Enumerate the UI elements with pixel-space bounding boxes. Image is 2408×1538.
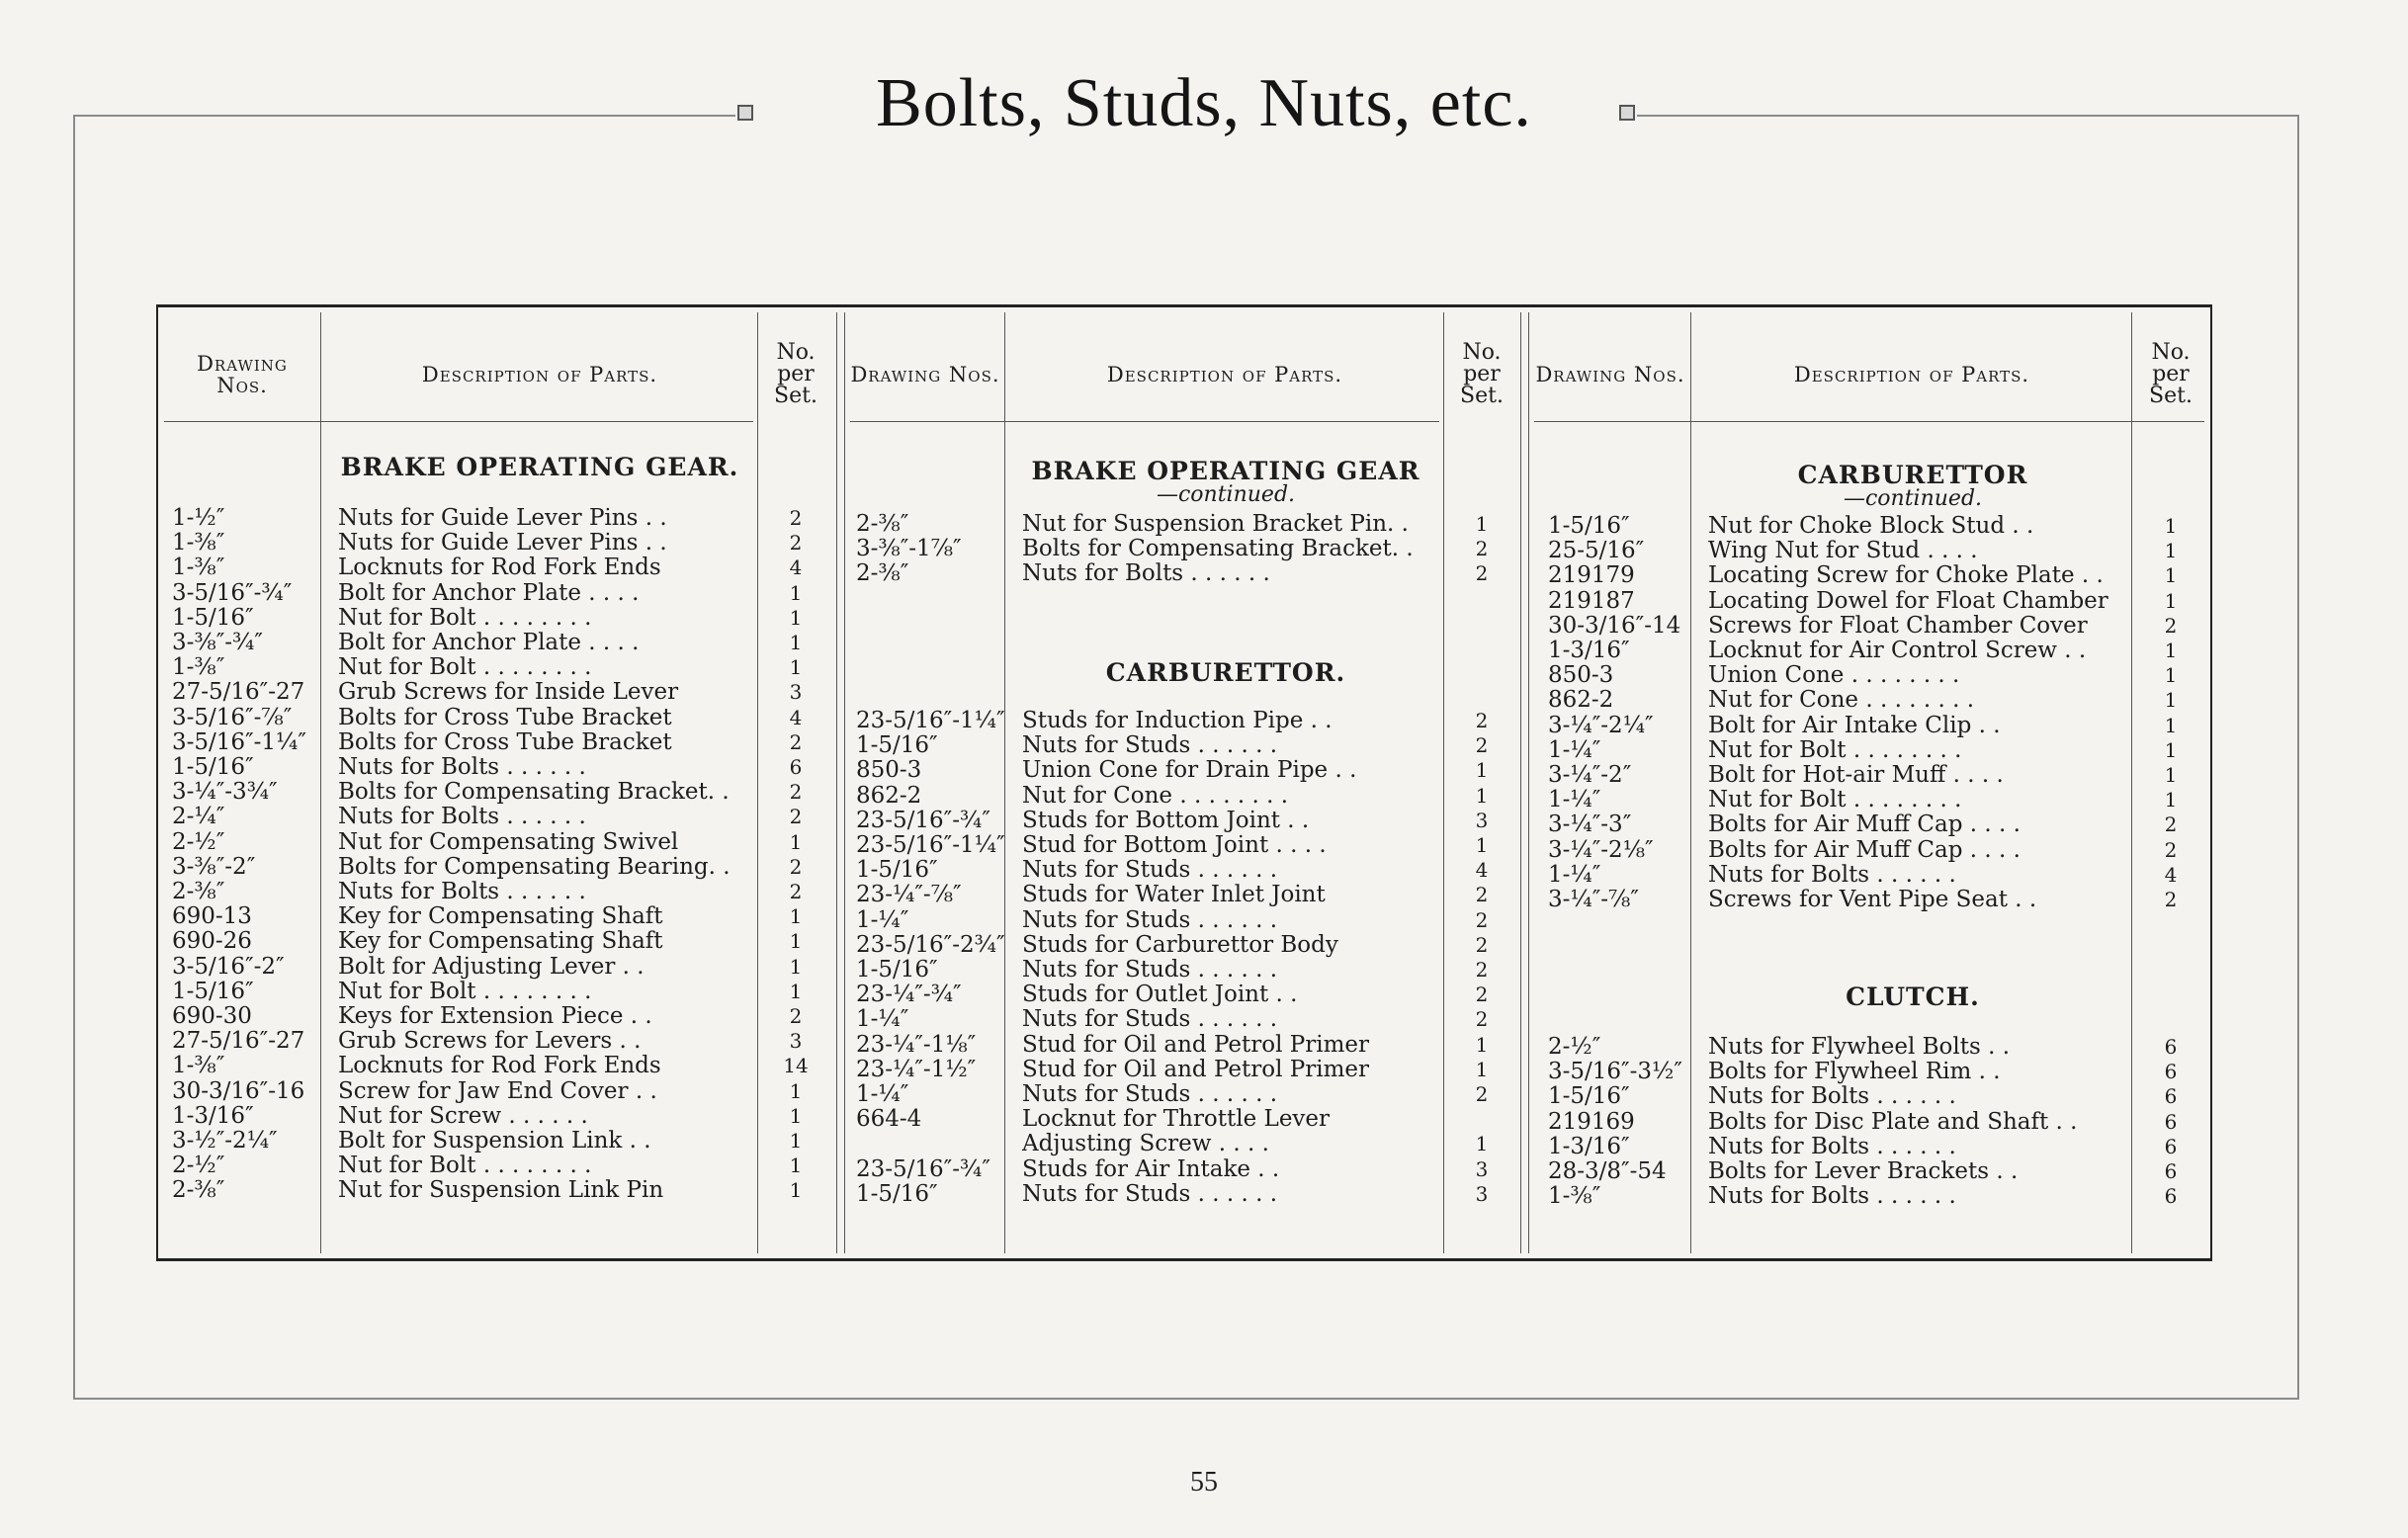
drawing-number: 850-3 — [856, 758, 922, 784]
drawing-number: 3-¼″-3¾″ — [172, 780, 278, 806]
drawing-number: 219179 — [1548, 563, 1635, 589]
part-description: Bolts for Cross Tube Bracket — [338, 705, 672, 730]
drawing-number: 1-5/16″ — [172, 755, 254, 780]
drawing-number: 2-⅜″ — [172, 880, 225, 904]
column-rule — [1528, 312, 1529, 1253]
drawing-number: 2-⅜″ — [172, 1178, 225, 1204]
header-description: Description of Parts. — [1793, 363, 2030, 386]
quantity-per-set: 3 — [1475, 1181, 1489, 1206]
drawing-number: 23-¼″-¾″ — [856, 983, 962, 1008]
drawing-number: 690-30 — [172, 1004, 252, 1029]
quantity-per-set: 2 — [1475, 907, 1489, 932]
quantity-per-set: 1 — [789, 580, 803, 605]
drawing-number: 850-3 — [1548, 663, 1614, 689]
part-description: Bolt for Hot-air Muff . . . . — [1708, 763, 2004, 788]
quantity-per-set: 1 — [1475, 783, 1489, 808]
drawing-number: 862-2 — [1548, 688, 1614, 714]
drawing-number: 1-⅜″ — [172, 555, 225, 581]
quantity-per-set: 1 — [789, 979, 803, 1003]
part-description: Nuts for Studs . . . . . . — [1022, 958, 1278, 983]
drawing-number: 1-5/16″ — [172, 979, 254, 1004]
drawing-number: 219187 — [1548, 588, 1635, 614]
part-description: Nuts for Bolts . . . . . . — [1708, 1184, 1956, 1210]
quantity-per-set: 1 — [2164, 639, 2178, 662]
part-description: Nut for Cone . . . . . . . . — [1708, 688, 1975, 714]
header-description: Description of Parts. — [1106, 363, 1343, 386]
quantity-per-set: 2 — [1475, 561, 1489, 586]
drawing-number: 23-5/16″-1¼″ — [856, 833, 1005, 858]
drawing-number: 1-5/16″ — [856, 1181, 938, 1207]
drawing-number: 3-5/16″-3½″ — [1548, 1060, 1682, 1085]
part-description: Nut for Cone . . . . . . . . — [1022, 783, 1289, 809]
part-description: Bolts for Compensating Bracket. . — [1022, 537, 1414, 562]
drawing-number: 23-5/16″-2¾″ — [856, 932, 1005, 958]
drawing-number: 27-5/16″-27 — [172, 680, 305, 706]
column-rule — [2131, 312, 2132, 1253]
part-description: Locknuts for Rod Fork Ends — [338, 1054, 661, 1079]
quantity-per-set: 1 — [2164, 688, 2178, 713]
quantity-per-set: 1 — [1475, 1032, 1489, 1057]
part-description: Wing Nut for Stud . . . . — [1708, 539, 1978, 564]
drawing-number: 23-5/16″-¾″ — [856, 1156, 990, 1182]
quantity-per-set: 1 — [789, 631, 803, 654]
part-description: Bolts for Cross Tube Bracket — [338, 729, 672, 755]
part-description: Stud for Oil and Petrol Primer — [1022, 1032, 1369, 1058]
drawing-number: 25-5/16″ — [1548, 539, 1645, 564]
quantity-per-set: 6 — [2164, 1109, 2178, 1134]
part-description: Bolts for Compensating Bearing. . — [338, 854, 731, 880]
part-description: Key for Compensating Shaft — [338, 904, 663, 930]
quantity-per-set: 1 — [2164, 514, 2178, 538]
quantity-per-set: 6 — [2164, 1035, 2178, 1059]
section-title: CARBURETTOR — [1797, 461, 2028, 489]
quantity-per-set: 1 — [2164, 737, 2178, 762]
part-description: Bolts for Air Muff Cap . . . . — [1708, 812, 2021, 838]
part-description: Bolts for Compensating Bracket. . — [338, 780, 730, 806]
part-description: Nuts for Studs . . . . . . — [1022, 733, 1278, 759]
part-description: Locknuts for Rod Fork Ends — [338, 555, 661, 581]
drawing-number: 1-⅜″ — [1548, 1184, 1601, 1210]
part-description: Nuts for Bolts . . . . . . — [1708, 862, 1956, 888]
header-no-per-set: No. per Set. — [774, 340, 817, 408]
part-description: Bolts for Lever Brackets . . — [1708, 1159, 2019, 1184]
part-description: Nut for Bolt . . . . . . . . — [1708, 788, 1962, 813]
quantity-per-set: 2 — [1475, 1082, 1489, 1106]
quantity-per-set: 2 — [789, 805, 803, 829]
drawing-number: 2-⅜″ — [856, 512, 909, 537]
drawing-number: 1-3/16″ — [172, 1103, 254, 1129]
part-description: Locating Dowel for Float Chamber — [1708, 588, 2108, 614]
part-description: Studs for Water Inlet Joint — [1022, 883, 1326, 908]
column-rule — [836, 312, 837, 1253]
drawing-number: 3-¼″-3″ — [1548, 812, 1632, 838]
quantity-per-set: 2 — [1475, 983, 1489, 1007]
quantity-per-set: 1 — [2164, 588, 2178, 613]
drawing-number: 23-¼″-1½″ — [856, 1057, 977, 1082]
part-description: Nuts for Bolts . . . . . . — [338, 805, 586, 830]
drawing-number: 690-13 — [172, 904, 252, 930]
part-description: Nuts for Studs . . . . . . — [1022, 1082, 1278, 1107]
drawing-number: 1-⅜″ — [172, 1054, 225, 1079]
part-description: Nuts for Studs . . . . . . — [1022, 858, 1278, 884]
drawing-number: 664-4 — [856, 1107, 922, 1133]
header-drawing-nos: Drawing Nos. — [197, 352, 288, 397]
column-rule — [844, 312, 845, 1253]
drawing-number: 1-3/16″ — [1548, 639, 1630, 663]
quantity-per-set: 2 — [1475, 733, 1489, 758]
drawing-number: 1-5/16″ — [1548, 1084, 1630, 1110]
quantity-per-set: 1 — [2164, 713, 2178, 737]
drawing-number: 3-5/16″-1¼″ — [172, 729, 306, 755]
quantity-per-set: 1 — [789, 605, 803, 630]
quantity-per-set: 1 — [789, 1178, 803, 1203]
part-description: Nut for Bolt . . . . . . . . — [338, 979, 592, 1004]
part-description: Stud for Bottom Joint . . . . — [1022, 833, 1327, 858]
part-description: Screw for Jaw End Cover . . — [338, 1078, 657, 1104]
quantity-per-set: 1 — [1475, 1132, 1489, 1156]
drawing-number: 1-5/16″ — [856, 958, 938, 983]
quantity-per-set: 4 — [1475, 858, 1489, 883]
page-number: 55 — [1190, 1467, 1218, 1497]
quantity-per-set: 4 — [789, 705, 803, 729]
quantity-per-set: 2 — [1475, 932, 1489, 957]
part-description: Studs for Carburettor Body — [1022, 932, 1338, 958]
drawing-number: 3-¼″-2″ — [1548, 763, 1632, 788]
quantity-per-set: 1 — [789, 954, 803, 979]
drawing-number: 3-¼″-⅞″ — [1548, 888, 1639, 912]
drawing-number: 3-5/16″-2″ — [172, 954, 285, 980]
part-description: Nut for Suspension Bracket Pin. . — [1022, 512, 1409, 537]
part-description: Grub Screws for Inside Lever — [338, 680, 679, 706]
drawing-number: 690-26 — [172, 929, 252, 955]
drawing-number: 23-5/16″-¾″ — [856, 808, 990, 833]
drawing-number: 1-⅜″ — [172, 655, 225, 681]
quantity-per-set: 2 — [2164, 837, 2178, 862]
quantity-per-set: 6 — [2164, 1060, 2178, 1084]
drawing-number: 1-¼″ — [1548, 788, 1601, 813]
drawing-number: 3-⅜″-2″ — [172, 854, 256, 880]
drawing-number: 1-5/16″ — [1548, 514, 1630, 539]
drawing-number: 30-3/16″-16 — [172, 1078, 305, 1104]
quantity-per-set: 1 — [2164, 788, 2178, 812]
quantity-per-set: 1 — [789, 1154, 803, 1178]
quantity-per-set: 2 — [1475, 883, 1489, 907]
quantity-per-set: 1 — [1475, 833, 1489, 857]
quantity-per-set: 1 — [1475, 758, 1489, 783]
section-title: BRAKE OPERATING GEAR — [1031, 457, 1420, 485]
quantity-per-set: 1 — [789, 829, 803, 854]
part-description: Nuts for Bolts . . . . . . — [1022, 561, 1270, 587]
part-description: Locknut for Air Control Screw . . — [1708, 639, 2087, 663]
part-description: Bolt for Anchor Plate . . . . — [338, 580, 640, 606]
drawing-number: 23-¼″-1⅛″ — [856, 1032, 977, 1058]
part-description: Nuts for Bolts . . . . . . — [1708, 1134, 1956, 1159]
drawing-number: 2-½″ — [1548, 1035, 1601, 1060]
part-description: Studs for Outlet Joint . . — [1022, 983, 1298, 1008]
quantity-per-set: 2 — [1475, 537, 1489, 561]
quantity-per-set: 2 — [789, 854, 803, 879]
part-description: Nut for Bolt . . . . . . . . — [338, 605, 592, 631]
part-description: Bolt for Suspension Link . . — [338, 1129, 651, 1154]
quantity-per-set: 14 — [783, 1054, 809, 1078]
part-description: Locating Screw for Choke Plate . . — [1708, 563, 2104, 589]
quantity-per-set: 1 — [789, 1129, 803, 1153]
quantity-per-set: 1 — [789, 929, 803, 954]
quantity-per-set: 1 — [1475, 512, 1489, 536]
quantity-per-set: 1 — [789, 655, 803, 680]
part-description: Nuts for Studs . . . . . . — [1022, 1007, 1278, 1033]
part-description: Nuts for Studs . . . . . . — [1022, 907, 1278, 933]
header-rule — [164, 421, 753, 422]
drawing-number: 2-⅜″ — [856, 561, 909, 587]
quantity-per-set: 6 — [2164, 1134, 2178, 1158]
part-description: Bolt for Adjusting Lever . . — [338, 954, 645, 980]
quantity-per-set: 3 — [1475, 1156, 1489, 1181]
drawing-number: 3-¼″-2⅛″ — [1548, 837, 1654, 863]
part-description: Nut for Screw . . . . . . — [338, 1103, 588, 1129]
part-description: Grub Screws for Levers . . — [338, 1029, 642, 1055]
part-description: Nut for Bolt . . . . . . . . — [338, 655, 592, 681]
quantity-per-set: 2 — [2164, 613, 2178, 638]
part-description: Nuts for Bolts . . . . . . — [338, 755, 586, 780]
quantity-per-set: 3 — [789, 1029, 803, 1054]
part-description: Keys for Extension Piece . . — [338, 1004, 652, 1029]
part-description: Nuts for Studs . . . . . . — [1022, 1181, 1278, 1207]
part-description: Bolt for Anchor Plate . . . . — [338, 631, 640, 655]
quantity-per-set: 4 — [2164, 862, 2178, 887]
section-subtitle: —continued. — [1156, 482, 1296, 507]
drawing-number: 1-½″ — [172, 506, 225, 531]
quantity-per-set: 3 — [789, 680, 803, 705]
page-title: Bolts, Studs, Nuts, etc. — [876, 65, 1532, 141]
drawing-number: 3-5/16″-⅞″ — [172, 705, 293, 730]
quantity-per-set: 1 — [2164, 663, 2178, 688]
header-rule — [850, 421, 1439, 422]
quantity-per-set: 2 — [789, 1004, 803, 1028]
drawing-number: 2-½″ — [172, 1154, 225, 1179]
part-description: Bolts for Disc Plate and Shaft . . — [1708, 1109, 2078, 1135]
quantity-per-set: 2 — [1475, 709, 1489, 732]
drawing-number: 3-5/16″-¾″ — [172, 580, 293, 606]
drawing-number: 30-3/16″-14 — [1548, 613, 1681, 639]
drawing-number: 23-5/16″-1¼″ — [856, 709, 1005, 733]
part-description: Adjusting Screw . . . . — [1022, 1132, 1269, 1157]
part-description: Stud for Oil and Petrol Primer — [1022, 1057, 1369, 1082]
quantity-per-set: 1 — [2164, 563, 2178, 588]
part-description: Union Cone . . . . . . . . — [1708, 663, 1960, 689]
quantity-per-set: 1 — [1475, 1057, 1489, 1081]
drawing-number: 3-¼″-2¼″ — [1548, 713, 1654, 738]
quantity-per-set: 2 — [1475, 958, 1489, 982]
part-description: Nut for Compensating Swivel — [338, 829, 679, 855]
drawing-number: 2-½″ — [172, 829, 225, 855]
drawing-number: 2-¼″ — [172, 805, 225, 830]
part-description: Nut for Bolt . . . . . . . . — [338, 1154, 592, 1179]
column-rule — [1520, 312, 1521, 1253]
part-description: Nut for Suspension Link Pin — [338, 1178, 664, 1204]
quantity-per-set: 2 — [789, 506, 803, 530]
drawing-number: 1-¼″ — [856, 907, 909, 933]
drawing-number: 862-2 — [856, 783, 922, 809]
quantity-per-set: 6 — [2164, 1184, 2178, 1209]
quantity-per-set: 1 — [789, 1103, 803, 1128]
quantity-per-set: 1 — [2164, 539, 2178, 563]
quantity-per-set: 6 — [2164, 1159, 2178, 1183]
section-title: BRAKE OPERATING GEAR. — [340, 453, 739, 481]
part-description: Bolts for Air Muff Cap . . . . — [1708, 837, 2021, 863]
quantity-per-set: 2 — [2164, 812, 2178, 837]
part-description: Nuts for Guide Lever Pins . . — [338, 531, 667, 556]
drawing-number: 23-¼″-⅞″ — [856, 883, 962, 908]
section-subtitle: —continued. — [1843, 486, 1983, 511]
quantity-per-set: 1 — [2164, 763, 2178, 787]
drawing-number: 3-½″-2¼″ — [172, 1129, 278, 1154]
part-description: Union Cone for Drain Pipe . . — [1022, 758, 1357, 784]
drawing-number: 1-5/16″ — [172, 605, 254, 631]
part-description: Locknut for Throttle Lever — [1022, 1107, 1331, 1133]
part-description: Studs for Air Intake . . — [1022, 1156, 1280, 1182]
part-description: Nuts for Flywheel Bolts . . — [1708, 1035, 2011, 1060]
drawing-number: 1-3/16″ — [1548, 1134, 1630, 1159]
drawing-number: 1-¼″ — [1548, 862, 1601, 888]
drawing-number: 28-3/8″-54 — [1548, 1159, 1667, 1184]
part-description: Bolts for Flywheel Rim . . — [1708, 1060, 2001, 1085]
quantity-per-set: 2 — [789, 729, 803, 754]
part-description: Studs for Bottom Joint . . — [1022, 808, 1310, 833]
quantity-per-set: 6 — [789, 755, 803, 779]
part-description: Nut for Bolt . . . . . . . . — [1708, 737, 1962, 763]
header-description: Description of Parts. — [421, 363, 658, 386]
quantity-per-set: 2 — [789, 780, 803, 805]
quantity-per-set: 2 — [789, 531, 803, 555]
drawing-number: 1-5/16″ — [856, 858, 938, 884]
header-no-per-set: No. per Set. — [1460, 340, 1504, 408]
header-drawing-nos: Drawing Nos. — [1535, 363, 1685, 386]
drawing-number: 3-⅜″-¾″ — [172, 631, 263, 655]
drawing-number: 1-⅜″ — [172, 531, 225, 556]
column-rule — [757, 312, 758, 1253]
drawing-number: 1-¼″ — [856, 1007, 909, 1033]
part-description: Key for Compensating Shaft — [338, 929, 663, 955]
part-description: Bolt for Air Intake Clip . . — [1708, 713, 2001, 738]
part-description: Screws for Vent Pipe Seat . . — [1708, 888, 2037, 912]
quantity-per-set: 2 — [1475, 1007, 1489, 1032]
part-description: Screws for Float Chamber Cover — [1708, 613, 2088, 639]
column-rule — [1443, 312, 1444, 1253]
header-drawing-nos: Drawing Nos. — [850, 363, 1000, 386]
quantity-per-set: 2 — [2164, 888, 2178, 911]
part-description: Nuts for Bolts . . . . . . — [1708, 1084, 1956, 1110]
drawing-number: 1-5/16″ — [856, 733, 938, 759]
header-no-per-set: No. per Set. — [2149, 340, 2193, 408]
drawing-number: 3-⅜″-1⅞″ — [856, 537, 962, 562]
drawing-number: 1-¼″ — [1548, 737, 1601, 763]
drawing-number: 1-¼″ — [856, 1082, 909, 1107]
quantity-per-set: 6 — [2164, 1084, 2178, 1109]
quantity-per-set: 4 — [789, 555, 803, 580]
part-description: Nuts for Bolts . . . . . . — [338, 880, 586, 904]
part-description: Studs for Induction Pipe . . — [1022, 709, 1333, 733]
quantity-per-set: 2 — [789, 880, 803, 903]
section-title: CARBURETTOR. — [1105, 658, 1346, 687]
quantity-per-set: 1 — [789, 1078, 803, 1103]
drawing-number: 219169 — [1548, 1109, 1635, 1135]
header-rule — [1534, 421, 2204, 422]
quantity-per-set: 3 — [1475, 808, 1489, 832]
part-description: Nut for Choke Block Stud . . — [1708, 514, 2034, 539]
section-title: CLUTCH. — [1846, 983, 1980, 1011]
part-description: Nuts for Guide Lever Pins . . — [338, 506, 667, 531]
quantity-per-set: 1 — [789, 904, 803, 929]
drawing-number: 27-5/16″-27 — [172, 1029, 305, 1055]
